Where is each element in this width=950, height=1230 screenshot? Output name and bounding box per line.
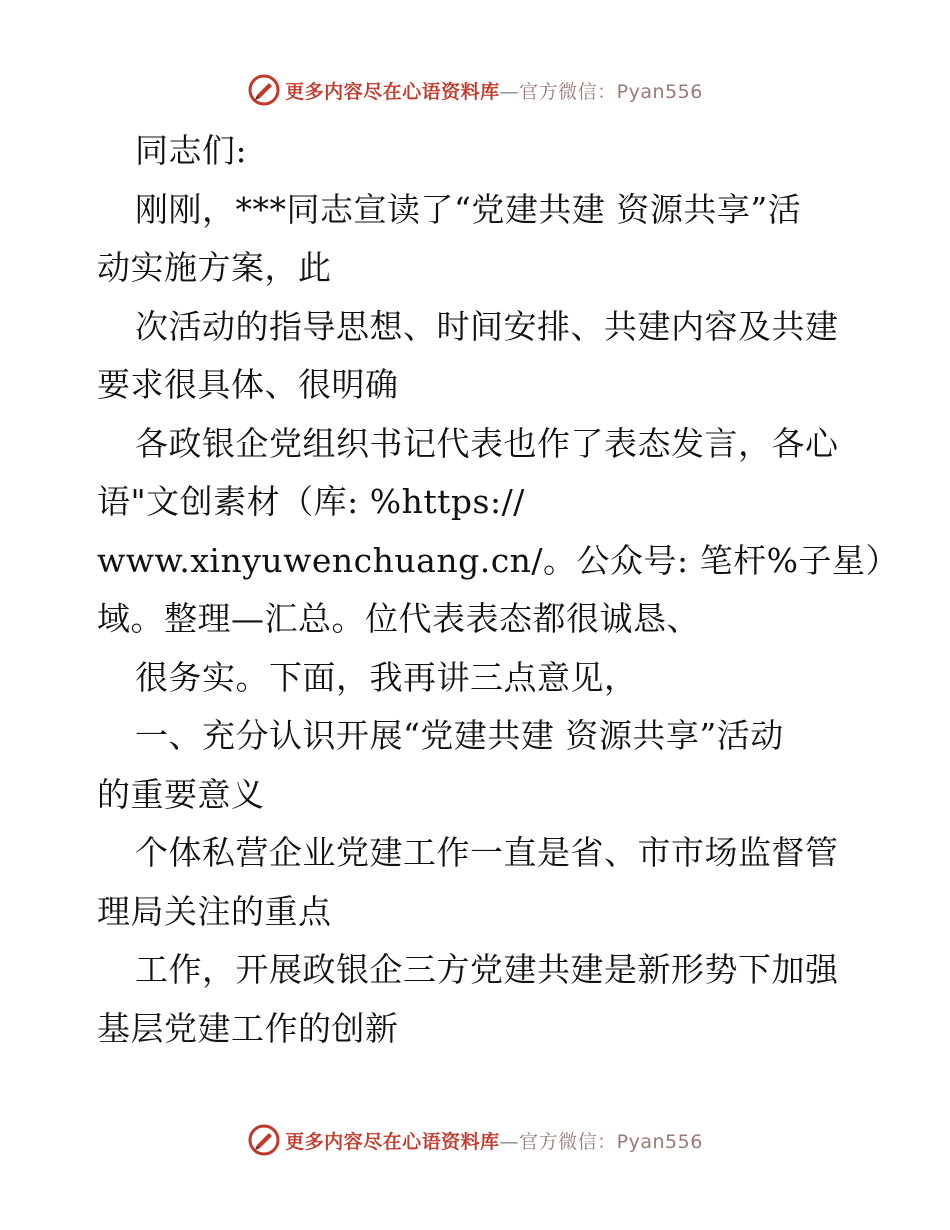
watermark-lead: 更多内容尽在心语资料库 bbox=[285, 1130, 500, 1153]
footer-watermark bbox=[0, 1120, 950, 1160]
text-line: 基层党建工作的创新 bbox=[97, 1008, 399, 1048]
text-line: 理局关注的重点 bbox=[97, 891, 332, 931]
text-line: 动实施方案，此 bbox=[97, 248, 332, 287]
text-line: 刚刚，***同志宣读了“党建共建 资源共享”活 bbox=[135, 189, 802, 229]
text-line: 同志们: bbox=[135, 131, 248, 170]
text-line: 域。整理—汇总。位代表表态都很诚恳、 bbox=[97, 599, 700, 638]
text-line: 个体私营企业党建工作一直是省、市市场监督管 bbox=[135, 833, 839, 872]
watermark-text bbox=[285, 77, 703, 104]
text-line: www.xinyuwenchuang.cn/。公众号: 笔杆%子星） bbox=[97, 540, 900, 580]
watermark-tail: 官方微信：Pyan556 bbox=[519, 80, 703, 103]
text-line: 各政银企党组织书记代表也作了表态发言，各心 bbox=[135, 423, 839, 463]
watermark-dash: — bbox=[499, 80, 520, 103]
watermark-tail: 官方微信：Pyan556 bbox=[519, 1130, 703, 1153]
logo-icon bbox=[247, 73, 281, 107]
watermark-lead: 更多内容尽在心语资料库 bbox=[285, 80, 500, 103]
text-line: 要求很具体、很明确 bbox=[97, 365, 399, 404]
watermark-dash: — bbox=[499, 1130, 520, 1153]
watermark-text bbox=[285, 1127, 703, 1154]
text-line: 的重要意义 bbox=[97, 774, 265, 814]
text-line: 工作，开展政银企三方党建共建是新形势下加强 bbox=[135, 950, 839, 989]
logo-icon bbox=[247, 1123, 281, 1157]
document-body bbox=[97, 122, 900, 1058]
text-line: 次活动的指导思想、时间安排、共建内容及共建 bbox=[135, 306, 839, 346]
text-line: 语"文创素材（库: %https:// bbox=[97, 482, 525, 521]
header-watermark bbox=[0, 70, 950, 110]
text-line: 很务实。下面，我再讲三点意见， bbox=[135, 657, 638, 697]
text-line: 一、充分认识开展“党建共建 资源共享”活动 bbox=[135, 716, 784, 755]
